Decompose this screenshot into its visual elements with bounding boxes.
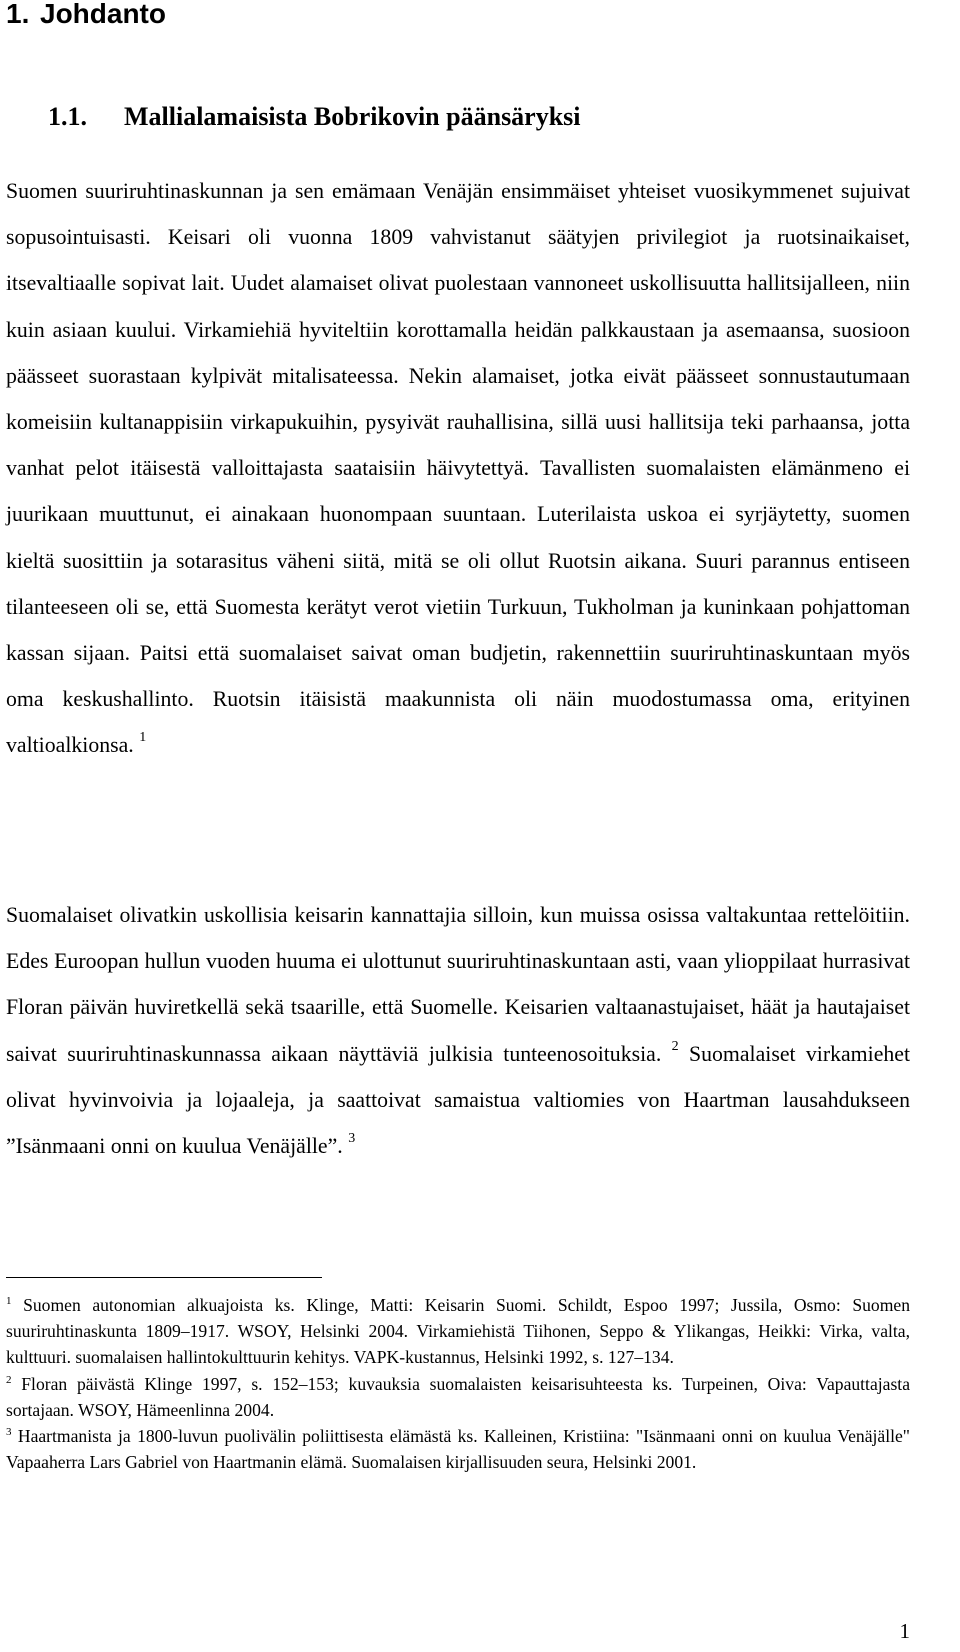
section-heading bbox=[48, 100, 581, 134]
footnote-1 bbox=[6, 1292, 910, 1371]
footnote-reference-2[interactable]: 2 bbox=[671, 1038, 679, 1054]
footnote-reference-1[interactable]: 1 bbox=[139, 730, 147, 746]
body-paragraph-2 bbox=[6, 892, 910, 1169]
paragraph-1-text: Suomen suuriruhtinaskunnan ja sen emämaan Venäjän ensimmäiset yhteiset vuosikymmenet sujuivat sopusointuisasti. Keisari oli vuonna 1809 vahvistanut säätyjen privilegiot ja ruotsinaikaiset, itsevaltiaalle sopivat lait. Uudet alamaiset olivat puolestaan vannoneet uskollisuutta hallitsijalleen, niin kuin asiaan kuului. Virkamiehiä hyviteltiin korottamalla heidän palkkaustaan ja asemaansa, suosioon päässeet suorastaan kylpivät mitalisateessa. Nekin alamaiset, jotka eivät päässeet sonnustautumaan komeisiin kultanappisiin virkapukuihin, pysyivät rauhallisina, sillä uusi hallitsija teki parhaansa, jotta vanhat pelot itäisestä valloittajasta saataisiin häivytettyä. Tavallisten suomalaisten elämänmeno ei juurikaan muuttunut, ei ainakaan huonompaan suuntaan. Luterilaista uskoa ei syrjäytetty, suomen kieltä suosittiin ja sotarasitus väheni siitä, mitä se oli ollut Ruotsin aikana. Suuri parannus entiseen tilanteeseen oli se, että Suomesta kerätyt verot vietiin Turkuun, Tukholman ja kuninkaan pohjattoman kassan sijaan. Paitsi että suomalaiset saivat oman budjetin, rakennettiin suuriruhtinaskuntaan myös oma keskushallinto. Ruotsin itäisistä maakunnista oli näin muodostumassa oma, erityinen valtioalkionsa. bbox=[6, 179, 910, 758]
footnote-separator bbox=[6, 1277, 322, 1278]
section-title: Mallialamaisista Bobrikovin päänsäryksi bbox=[124, 102, 581, 131]
footnote-3 bbox=[6, 1423, 910, 1475]
paragraph-2-text-part2: Suomalaiset virkamiehet olivat hyvinvoivia ja lojaaleja, ja saattoivat samaistua valtiomies von Haartman lausahdukseen ”Isänmaani onni on kuulua Venäjälle”. bbox=[6, 1041, 910, 1159]
body-paragraph-1 bbox=[6, 168, 910, 769]
chapter-heading bbox=[6, 0, 166, 32]
footnote-mark: 3 bbox=[6, 1426, 12, 1439]
section-number: 1.1. bbox=[48, 102, 87, 131]
page-number: 1 bbox=[899, 1619, 910, 1643]
chapter-title: Johdanto bbox=[40, 0, 166, 29]
footnote-2 bbox=[6, 1371, 910, 1423]
footnote-reference-3[interactable]: 3 bbox=[348, 1131, 356, 1147]
footnote-text: Suomen autonomian alkuajoista ks. Klinge, Matti: Keisarin Suomi. Schildt, Espoo 1997; Jussila, Osmo: Suomen suuriruhtinaskunta 1809–1917. WSOY, Helsinki 2004. Virkamiehistä Tiihonen, Seppo & Ylikangas, Heikki: Virka, valta, kulttuuri. suomalaisen hallintokulttuurin kehitys. VAPK-kustannus, Helsinki 1992, s. 127–134. bbox=[6, 1295, 910, 1368]
footnotes bbox=[6, 1292, 910, 1475]
footnote-text: Haartmanista ja 1800-luvun puolivälin poliittisesta elämästä ks. Kalleinen, Kristiina: "Isänmaani onni on kuulua Venäjälle" Vapaaherra Lars Gabriel von Haartmanin elämä. Suomalaisen kirjallisuuden seura, Helsinki 2001. bbox=[6, 1426, 910, 1473]
chapter-number: 1. bbox=[6, 0, 30, 29]
footnote-mark: 2 bbox=[6, 1373, 12, 1386]
footnote-mark: 1 bbox=[6, 1295, 12, 1307]
footnote-text: Floran päivästä Klinge 1997, s. 152–153; kuvauksia suomalaisten keisarisuhteesta ks. Turpeinen, Oiva: Vapauttajasta sortajaan. WSOY, Hämeenlinna 2004. bbox=[6, 1373, 910, 1420]
paragraph-2-text-part1: Suomalaiset olivatkin uskollisia keisarin kannattajia silloin, kun muissa osissa valtakuntaa rettelöitiin. Edes Euroopan hullun vuoden huuma ei ulottunut suuriruhtinaskuntaan asti, vaan ylioppilaat hurrasivat Floran päivän huviretkellä sekä tsaarille, että Suomelle. Keisarien valtaanastujaiset, häät ja hautajaiset saivat suuriruhtinaskunnassa aikaan näyttäviä julkisia tunteenosoituksia. bbox=[6, 903, 910, 1066]
